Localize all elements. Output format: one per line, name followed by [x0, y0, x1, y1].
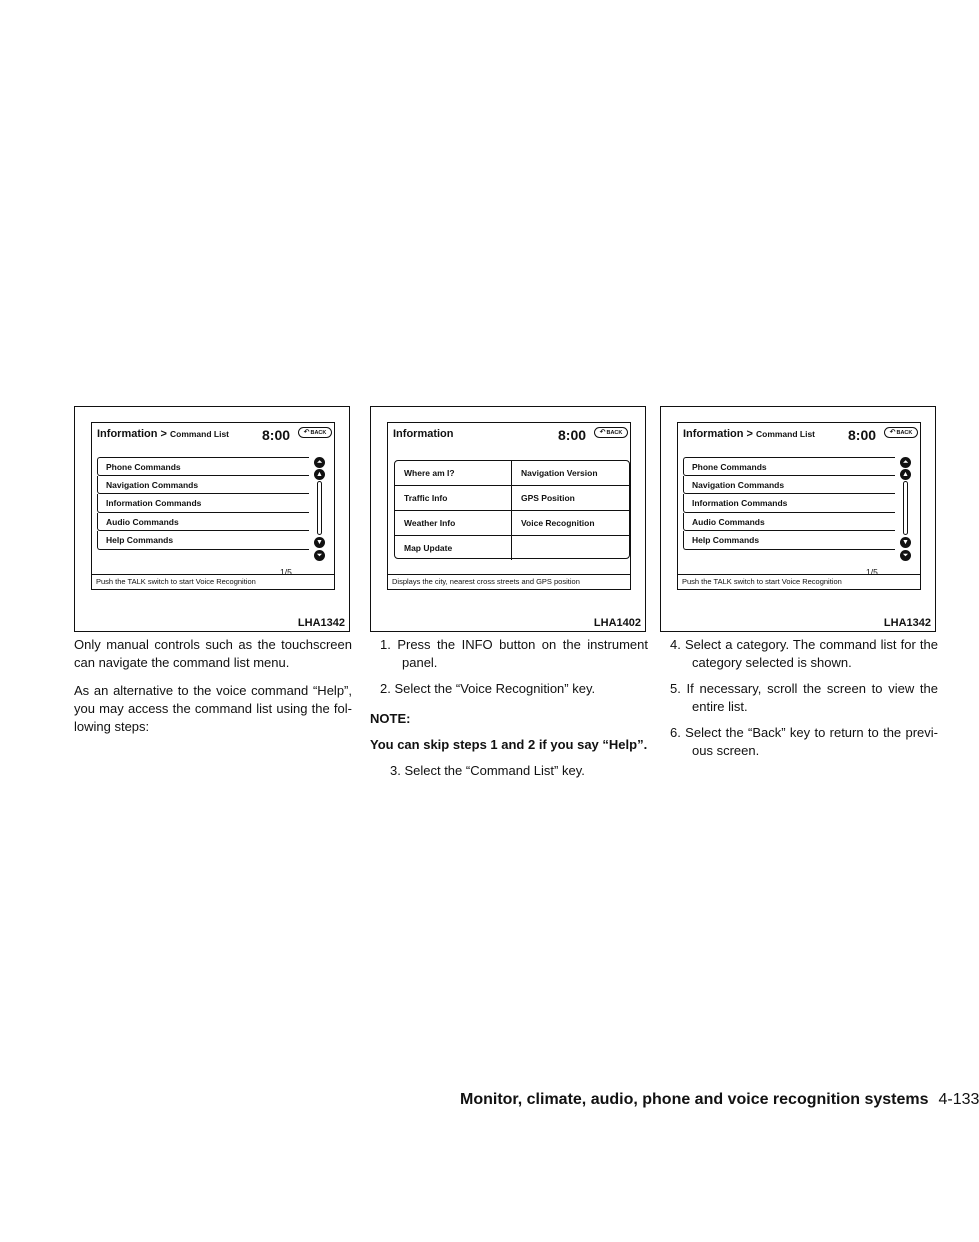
screen-header [678, 423, 920, 445]
hint-bar: Push the TALK switch to start Voice Recognition [92, 574, 334, 589]
screen-header [388, 423, 630, 445]
display-screen [677, 422, 921, 590]
step-3: 3. Select the “Command List” key. [390, 763, 585, 778]
scroll-top-icon[interactable]: ⏶ [314, 457, 325, 468]
page-number: 4-133 [938, 1091, 979, 1108]
menu-item-navigation-version[interactable]: Navigation Version [512, 461, 629, 486]
scroll-down-icon[interactable]: ▼ [314, 537, 325, 548]
clock: 8:00 [262, 427, 291, 443]
scroll-track[interactable] [903, 481, 908, 535]
scroll-bottom-icon[interactable]: ⏷ [900, 550, 911, 561]
scroll-track[interactable] [317, 481, 322, 535]
scroll-bottom-icon[interactable]: ⏷ [314, 550, 325, 561]
list-item[interactable]: Navigation Commands [683, 476, 895, 495]
display-screen [387, 422, 631, 590]
figure-information-menu [370, 406, 646, 632]
menu-item-weather-info[interactable]: Weather Info [395, 511, 512, 536]
paragraph: As an alternative to the voice command “Help”, you may access the command list using the fol-lowing steps: [74, 683, 352, 734]
figure-code: LHA1342 [883, 617, 931, 629]
figure-command-list-2 [660, 406, 936, 632]
page-footer [460, 1091, 979, 1109]
list-item[interactable]: Phone Commands [97, 457, 309, 476]
hint-bar: Push the TALK switch to start Voice Recognition [678, 574, 920, 589]
hint-bar: Displays the city, nearest cross streets and GPS position [388, 574, 630, 589]
list-item[interactable]: Navigation Commands [97, 476, 309, 495]
list-item[interactable]: Help Commands [97, 531, 309, 550]
menu-item-where-am-i[interactable]: Where am I? [395, 461, 512, 486]
step-5: 5. If necessary, scroll the screen to view the entire list. [670, 681, 938, 714]
back-button[interactable]: ↶BACK [298, 427, 332, 438]
figure-command-list-1 [74, 406, 350, 632]
back-arrow-icon: ↶ [303, 429, 310, 436]
scroll-up-icon[interactable]: ▲ [314, 469, 325, 480]
scrollbar[interactable] [899, 457, 915, 561]
back-button[interactable]: ↶BACK [884, 427, 918, 438]
paragraph: Only manual controls such as the touchscreen can navigate the command list menu. [74, 637, 352, 670]
menu-item-traffic-info[interactable]: Traffic Info [395, 486, 512, 511]
menu-item-empty [512, 536, 629, 560]
screen-header [92, 423, 334, 445]
list-item[interactable]: Audio Commands [683, 513, 895, 532]
back-arrow-icon: ↶ [599, 429, 606, 436]
menu-item-map-update[interactable]: Map Update [395, 536, 512, 560]
back-button[interactable]: ↶BACK [594, 427, 628, 438]
list-item[interactable]: Audio Commands [97, 513, 309, 532]
screen-subtitle: Command List [169, 429, 230, 439]
screen-title: Information > Command List [683, 428, 816, 440]
command-list [683, 457, 895, 550]
menu-item-voice-recognition[interactable]: Voice Recognition [512, 511, 629, 536]
figure-code: LHA1402 [593, 617, 641, 629]
back-arrow-icon: ↶ [889, 429, 896, 436]
scroll-down-icon[interactable]: ▼ [900, 537, 911, 548]
figure-code: LHA1342 [297, 617, 345, 629]
scrollbar[interactable] [313, 457, 329, 561]
screen-subtitle: Command List [755, 429, 816, 439]
scroll-top-icon[interactable]: ⏶ [900, 457, 911, 468]
page-indicator: 1/5 [866, 567, 878, 577]
note-title: NOTE: [370, 711, 411, 726]
clock: 8:00 [848, 427, 877, 443]
step-2: 2. Select the “Voice Recognition” key. [380, 681, 596, 696]
text-column-2 [370, 636, 648, 788]
list-item[interactable]: Information Commands [683, 494, 895, 513]
list-item[interactable]: Help Commands [683, 531, 895, 550]
screen-title: Information > Command List [97, 428, 230, 440]
step-1: 1. Press the INFO button on the instrument panel. [380, 637, 648, 670]
list-item[interactable]: Phone Commands [683, 457, 895, 476]
command-list [97, 457, 309, 550]
display-screen [91, 422, 335, 590]
note-body: You can skip steps 1 and 2 if you say “Help”. [370, 737, 648, 752]
text-column-1 [74, 636, 352, 746]
menu-item-gps-position[interactable]: GPS Position [512, 486, 629, 511]
step-6: 6. Select the “Back” key to return to the previ-ous screen. [670, 725, 938, 758]
text-column-3 [660, 636, 938, 768]
scroll-up-icon[interactable]: ▲ [900, 469, 911, 480]
step-4: 4. Select a category. The command list for the category selected is shown. [670, 637, 938, 670]
list-item[interactable]: Information Commands [97, 494, 309, 513]
clock: 8:00 [558, 427, 587, 443]
page-indicator: 1/5 [280, 567, 292, 577]
menu-grid [394, 460, 630, 559]
section-title: Monitor, climate, audio, phone and voice recognition systems [460, 1091, 929, 1108]
screen-title: Information [393, 428, 454, 440]
